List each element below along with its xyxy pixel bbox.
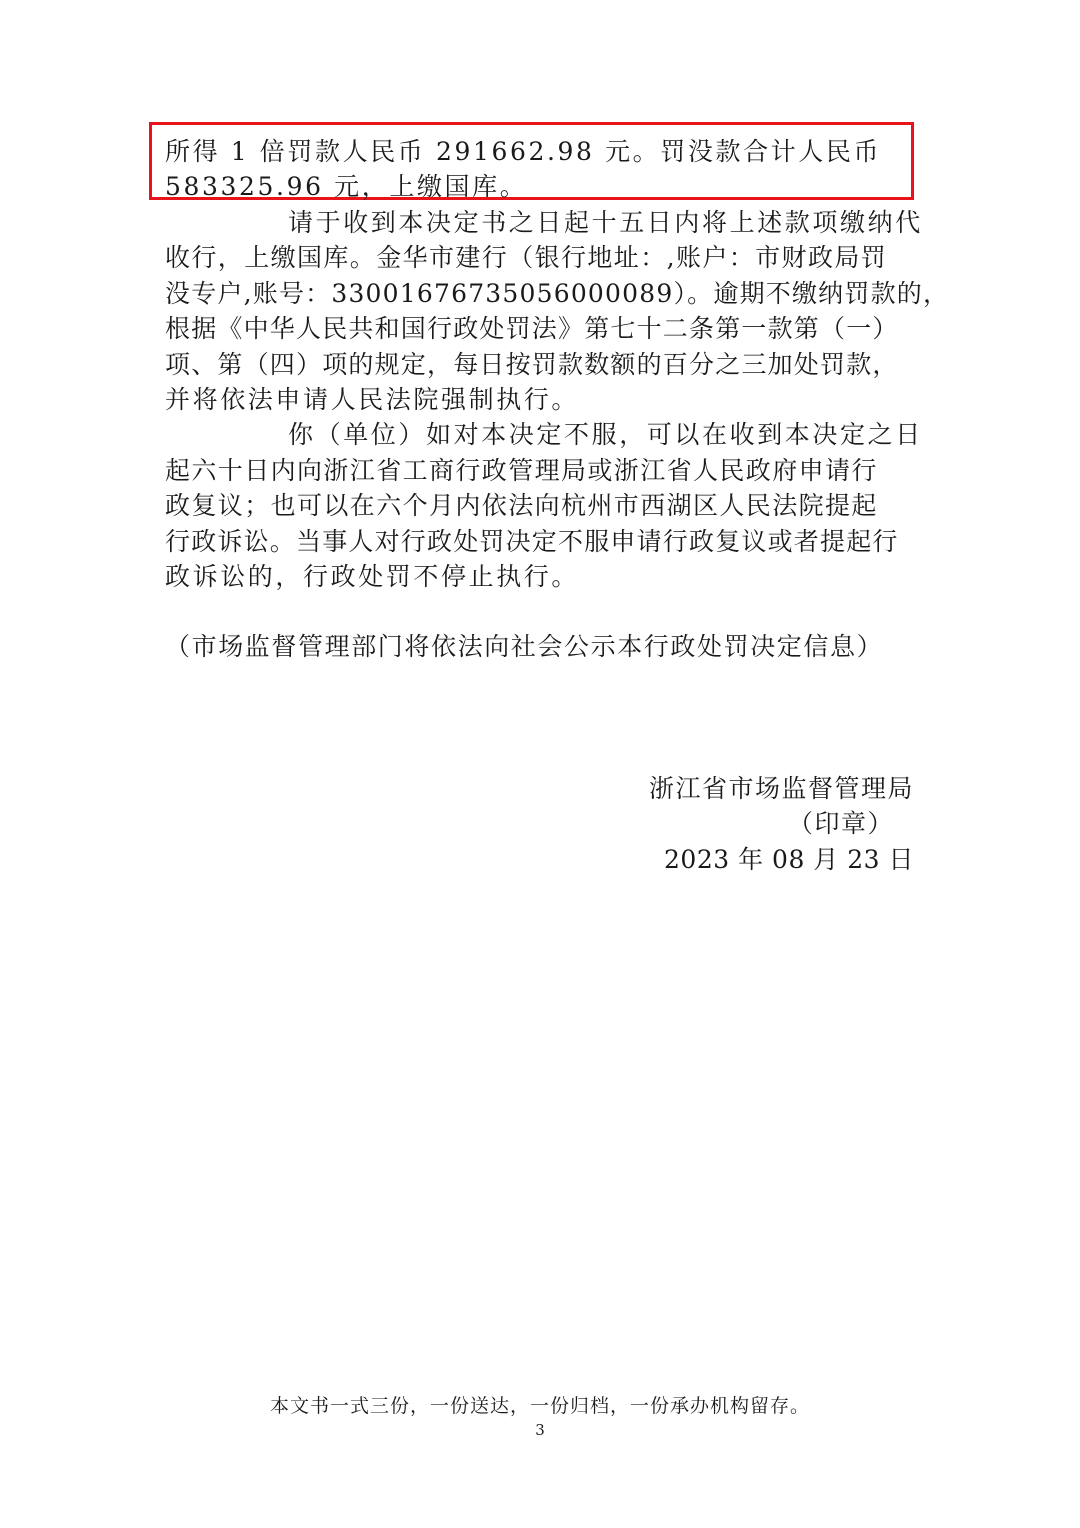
seal-placeholder: （印章）	[787, 809, 894, 838]
payment-line-5: 项、第（四）项的规定，每日按罚款数额的百分之三加处罚款，	[165, 350, 899, 379]
appeal-line-3: 政复议；也可以在六个月内依法向杭州市西湖区人民法院提起	[165, 491, 878, 520]
payment-line-3: 没专户,账号：33001676735056000089）。逾期不缴纳罚款的，	[165, 279, 950, 308]
payment-line-2: 收行，上缴国库。金华市建行（银行地址：,账户：市财政局罚	[165, 243, 888, 272]
page-number: 3	[535, 1421, 545, 1439]
appeal-line-2: 起六十日内向浙江省工商行政管理局或浙江省人民政府申请行	[165, 456, 878, 485]
highlighted-line-1: 所得 1 倍罚款人民币 291662.98 元。罚没款合计人民币	[165, 137, 882, 166]
appeal-line-1: 你（单位）如对本决定不服，可以在收到本决定之日	[288, 420, 923, 449]
appeal-line-4: 行政诉讼。当事人对行政处罚决定不服申请行政复议或者提起行	[165, 527, 899, 556]
payment-line-1: 请于收到本决定书之日起十五日内将上述款项缴纳代	[288, 208, 923, 237]
highlighted-line-2: 583325.96 元，上缴国库。	[165, 172, 528, 201]
disclosure-note: （市场监督管理部门将依法向社会公示本行政处罚决定信息）	[165, 632, 884, 661]
appeal-line-5: 政诉讼的，行政处罚不停止执行。	[165, 562, 580, 591]
copies-note: 本文书一式三份，一份送达，一份归档，一份承办机构留存。	[269, 1395, 810, 1417]
decision-date: 2023 年 08 月 23 日	[664, 845, 914, 874]
payment-line-4: 根据《中华人民共和国行政处罚法》第七十二条第一款第（一）	[165, 314, 899, 343]
payment-line-6: 并将依法申请人民法院强制执行。	[165, 385, 580, 414]
issuing-authority: 浙江省市场监督管理局	[648, 774, 914, 803]
